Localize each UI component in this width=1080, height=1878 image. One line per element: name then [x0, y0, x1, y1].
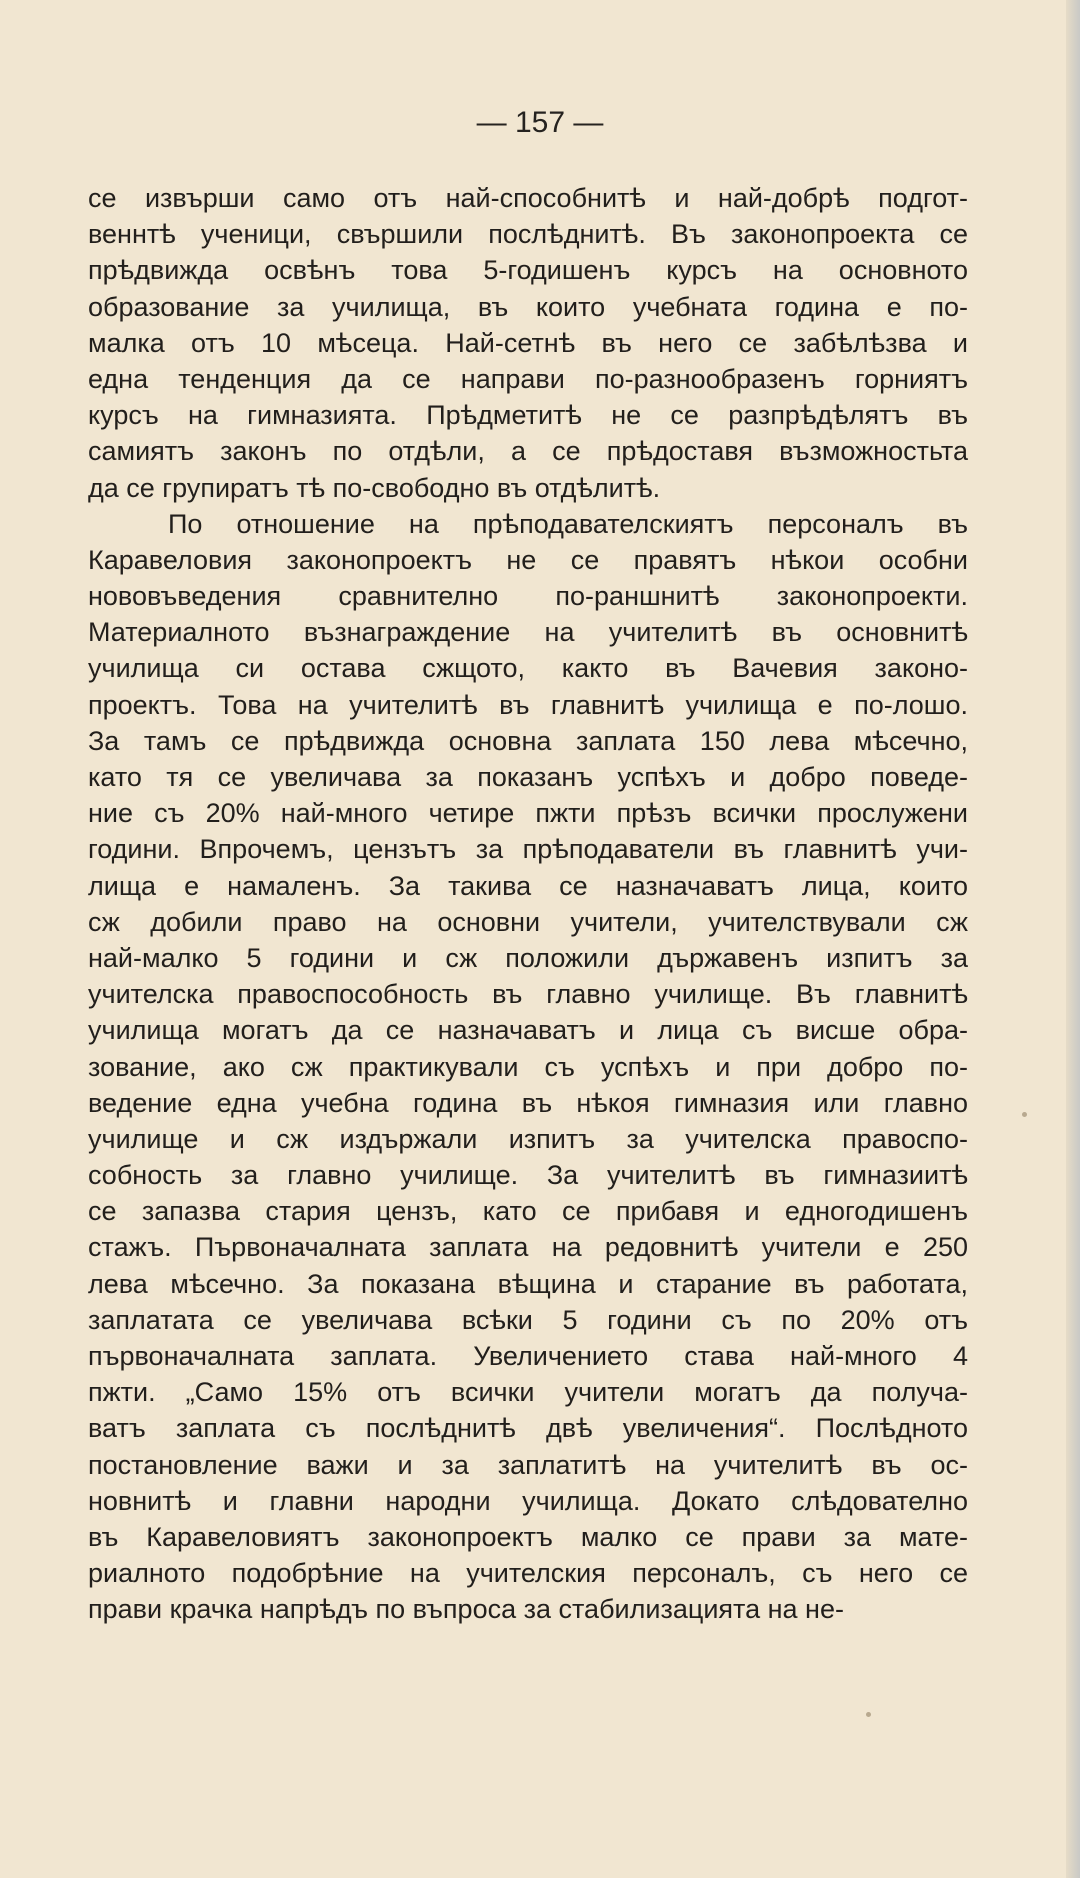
text-line: веннтѣ ученици, свършили послѣднитѣ. Въ законопроекта се [88, 219, 968, 250]
text-line: новнитѣ и главни народни училища. Докато слѣдователно [88, 1485, 968, 1516]
paragraph [88, 506, 968, 1628]
text-line: По отношение на прѣподавателскиятъ персоналъ въ [168, 508, 968, 539]
text-line: да се групиратъ тѣ по-свободно въ отдѣлитѣ. [88, 472, 661, 503]
text-line: За тамъ се прѣдвижда основна заплата 150 лева мѣсечно, [88, 725, 968, 756]
text-line: заплатата се увеличава всѣки 5 години съ по 20% отъ [88, 1304, 968, 1335]
text-line: образование за училища, въ които учебната година е по- [88, 291, 968, 322]
text-line: курсъ на гимназията. Прѣдметитѣ не се разпрѣдѣлятъ въ [88, 400, 968, 431]
text-line: постановление важи и за заплатитѣ на учителитѣ въ ос- [88, 1449, 968, 1480]
page-edge [1066, 0, 1080, 1878]
paragraph [88, 180, 968, 506]
text-line: години. Впрочемъ, цензътъ за прѣподаватели въ главнитѣ учи- [88, 834, 968, 865]
text-line: риалното подобрѣние на учителския персоналъ, съ него се [88, 1558, 968, 1589]
text-line: нововъведения сравнително по-раншнитѣ законопроекти. [88, 581, 968, 612]
text-line: се запазва стария цензъ, като се прибавя и едногодишенъ [88, 1196, 968, 1227]
text-line: въ Каравеловиятъ законопроектъ малко се прави за мате- [88, 1521, 968, 1552]
text-line: малка отъ 10 мѣсеца. Най-сетнѣ въ него се забѣлѣзва и [88, 327, 968, 358]
text-line: проектъ. Това на учителитѣ въ главнитѣ училища е по-лошо. [88, 689, 968, 720]
text-line: учителска правоспособность въ главно училище. Въ главнитѣ [88, 979, 968, 1010]
text-line: зование, ако сж практикували съ успѣхъ и при добро по- [88, 1051, 968, 1082]
text-line: най-малко 5 години и сж положили държавенъ изпитъ за [88, 942, 968, 973]
page-number: — 157 — [476, 106, 604, 139]
text-line: като тя се увеличава за показанъ успѣхъ и добро поведе- [88, 762, 968, 792]
text-line: лища е намаленъ. За такива се назначаватъ лица, които [88, 870, 968, 901]
text-line: първоначалната заплата. Увеличението става най-много 4 [88, 1341, 968, 1371]
text-line: ведение една учебна година въ нѣкоя гимназия или главно [88, 1087, 968, 1118]
text-line: Материалното възнаграждение на учителитѣ въ основнитѣ [88, 617, 968, 648]
text-line: собность за главно училище. За учителитѣ въ гимназиитѣ [88, 1160, 968, 1191]
text-line: училище и сж издържали изпитъ за учителска правоспо- [88, 1123, 968, 1154]
text-line: стажъ. Първоначалната заплата на редовнитѣ учители е 250 [88, 1232, 968, 1263]
text-line: Каравеловия законопроектъ не се правятъ нѣкои особни [88, 544, 968, 575]
text-line: сж добили право на основни учители, учителствували сж [88, 906, 968, 937]
body-text [88, 180, 968, 1628]
text-line: прѣдвижда освѣнъ това 5-годишенъ курсъ на основното [88, 255, 968, 286]
text-line: училища могатъ да се назначаватъ и лица съ висше обра- [88, 1015, 968, 1046]
paper-speck [1022, 1112, 1027, 1117]
text-line: ние съ 20% най-много четире пжти прѣзъ всички прослужени [88, 798, 968, 829]
text-line: се извърши само отъ най-способнитѣ и най-добрѣ подгот- [88, 183, 968, 213]
text-line: една тенденция да се направи по-разнообразенъ горниятъ [88, 363, 968, 394]
text-line: пжти. „Само 15% отъ всички учители могатъ да получа- [88, 1377, 968, 1408]
text-line: прави крачка напрѣдъ по въпроса за стабилизацията на не- [88, 1594, 844, 1625]
text-line: лева мѣсечно. За показана вѣщина и старание въ работата, [88, 1268, 968, 1299]
text-line: самиятъ законъ по отдѣли, а се прѣдоставя възможностьта [88, 436, 968, 467]
paper-speck [866, 1712, 871, 1717]
text-line: ватъ заплата съ послѣднитѣ двѣ увеличения“. Послѣдното [88, 1413, 968, 1444]
text-line: училища си остава сжщото, както въ Вачевия законо- [88, 653, 968, 684]
